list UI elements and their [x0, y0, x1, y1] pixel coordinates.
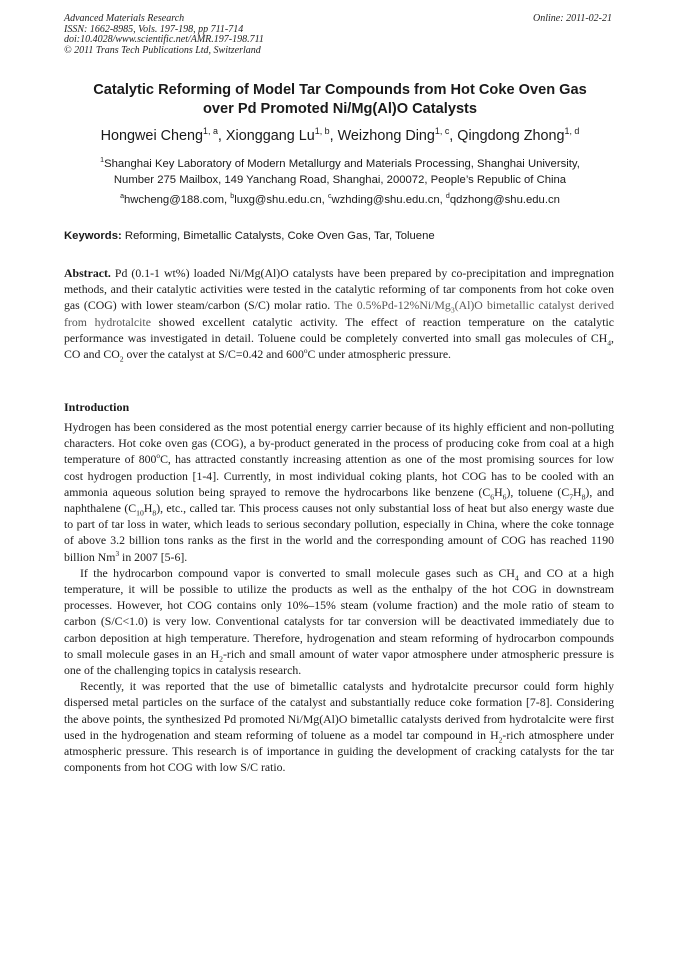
paragraph-text: ), etc., called tar. This process causes not only substantial loss of heat but also energy waste due to part of tar loss in water, which leads to serious secondary pollution, especially in China, where the coke tonnage of above 3.2 billion tons ranks as the first in the world and the corresponding amount of COG has reached 1190 billion Nm: [64, 501, 614, 564]
email-mark: c: [327, 193, 332, 201]
keywords: [64, 228, 614, 244]
abstract-text: The effect of reaction temperature on the catalytic performance was investigated in detail. Toluene could be completely converted into small gas molecules of CH: [64, 314, 614, 345]
author-name: Xionggang Lu: [225, 128, 315, 144]
issn-line: ISSN: 1662-8985, Vols. 197-198, pp 711-714: [64, 23, 244, 35]
paragraph-text: Hydrogen has been considered as the most potential energy carrier because of its highly efficient and non-polluting characters. Hot coke oven gas (COG), a by-product generated in the process of producing coke from coal at a high temperature of 800: [64, 420, 614, 467]
subscript: 8: [152, 508, 157, 518]
abstract-text: , CO and CO: [64, 330, 614, 362]
author-mark: 1, a: [203, 126, 218, 137]
paragraph-text: C, has attracted constantly increasing attention as one of the most promising sources for low cost hydrogen production [1-4]. Currently, in most individual coking plants, hot COG has to be cooled with an ammonia aqueous solution being sprayed to remove the hydrocarbons like benzene (C: [64, 452, 614, 499]
author-mark: 1, c: [434, 126, 450, 137]
author-name: Qingdong Zhong: [457, 128, 565, 144]
paragraph-text: -rich atmosphere under atmospheric pressure. This research is of importance in guiding the development of cracking catalysts for the tar components from hot COG with low S/C ratio.: [64, 727, 614, 775]
online-date: Online: 2011-02-21: [533, 13, 612, 24]
subscript: 4: [514, 573, 519, 583]
affiliation-mark: 1: [100, 157, 105, 165]
abstract-text: (Al)O bimetallic catalyst derived from hydrotalcite: [64, 298, 614, 329]
journal-name: Advanced Materials Research: [64, 13, 185, 24]
paragraph-text: H: [494, 484, 503, 499]
abstract: [64, 265, 614, 362]
affiliation-line-1: Shanghai Key Laboratory of Modern Metallurgy and Materials Processing, Shanghai University,: [104, 158, 580, 170]
email-mark: b: [230, 193, 235, 201]
intro-paragraph-1: [64, 419, 614, 565]
paragraph-text: Recently, it was reported that the use of bimetallic catalysts and hydrotalcite precursor could form highly dispersed metal particles on the surface of the catalyst and substantially reduce coke formation [7-8]. Considering the above points, the synthesized Pd promoted Ni/Mg(Al)O bimetallic catalysts derived from hydrotalcite were first used in the hydrogenation and steam reforming of toluene as a model tar compound in H: [64, 679, 614, 742]
abstract-text: C under atmospheric pressure.: [307, 347, 452, 362]
superscript: 3: [115, 548, 120, 558]
paragraph-text: and CO at a high temperature, it will be possible to utilize the products as well as the enthalpy of the hot COG in downstream processes. However, hot COG contains only 10%–15% steam (volume fraction) and the mole ratio of steam to carbon (S/C<1.0) is very low. Conventional catalysts for tar conversion will be deactivated immediately due to carbon deposition at high temperature. Therefore, hydrogenation and steam reforming of hydrocarbon compounds to small molecule gases in an H: [64, 565, 614, 661]
subscript: 6: [502, 492, 507, 502]
abstract-text: over the catalyst at S/C=0.42 and 600: [126, 347, 304, 362]
superscript: o: [156, 451, 161, 461]
affiliation-line-2: Number 275 Mailbox, 149 Yanchang Road, Shanghai, 200072, People’s Republic of China: [113, 174, 567, 186]
subscript: 10: [136, 508, 144, 518]
intro-paragraph-2: [64, 565, 614, 678]
keywords-text: Reforming, Bimetallic Catalysts, Coke Oven Gas, Tar, Toluene: [124, 230, 435, 242]
author-list: Hongwei Cheng$^{1, a}$, Xionggang Lu$^{1, b}$, Weizhong Ding$^{1, c}$, Qingdong Zhong$^{1, d}$: [100, 126, 580, 144]
paragraph-text: ), toluene (C: [506, 484, 570, 499]
paper-title: [60, 81, 620, 119]
abstract-subscript: 2: [119, 354, 124, 364]
abstract-label: Abstract.: [64, 266, 111, 280]
doi-line: doi:10.4028/www.scientific.net/AMR.197-198.711: [64, 34, 264, 46]
affiliation: [40, 156, 640, 188]
section-heading-introduction: Introduction: [64, 400, 130, 414]
copyright-line: © 2011 Trans Tech Publications Ltd, Switzerland: [64, 44, 261, 56]
abstract-text: showed excellent catalytic activity.: [158, 314, 338, 329]
subscript: 6: [490, 492, 495, 502]
email-address[interactable]: hwcheng@188.com: [123, 194, 225, 206]
intro-paragraph-3: [64, 678, 614, 775]
subscript: 7: [569, 492, 574, 502]
email-address[interactable]: qdzhong@shu.edu.cn: [449, 194, 560, 206]
abstract-subscript: 4: [607, 338, 612, 348]
email-address[interactable]: wzhding@shu.edu.cn: [331, 194, 440, 206]
journal-header: [64, 14, 264, 56]
keywords-label: Keywords:: [64, 230, 122, 242]
abstract-superscript: o: [303, 346, 308, 356]
subscript: 8: [581, 492, 586, 502]
paragraph-text: H: [143, 501, 153, 516]
abstract-text: The 0.5%Pd-12%Ni/Mg: [334, 298, 451, 313]
paragraph-text: -rich and small amount of water vapor atmosphere under atmospheric pressure is one of the challenging topics in catalysis research.: [64, 646, 614, 678]
email-mark: d: [445, 193, 450, 201]
abstract-text: Pd (0.1-1 wt%) loaded Ni/Mg(Al)O catalysts have been prepared by co-precipitation and impregnation methods, and their catalytic activities were tested in the catalytic reforming of tar components from hot coke oven gas (COG) with lower steam/carbon (S/C) molar ratio.: [64, 266, 614, 313]
email-list: $^a$hwcheng@188.com, $^b$luxg@shu.edu.cn, $^c$wzhding@shu.edu.cn, $^d$qdzhong@shu.edu.cn: [120, 193, 560, 206]
title-line-1: Catalytic Reforming of Model Tar Compounds from Hot Coke Oven Gas: [93, 82, 587, 98]
email-mark: a: [120, 193, 124, 201]
email-address[interactable]: luxg@shu.edu.cn: [234, 194, 322, 206]
paragraph-text: in 2007 [5-6].: [119, 549, 188, 564]
title-line-2: over Pd Promoted Ni/Mg(Al)O Catalysts: [202, 101, 478, 117]
author-name: Weizhong Ding: [337, 128, 435, 144]
introduction-body: [64, 419, 614, 775]
subscript: 2: [219, 654, 223, 664]
subscript: 2: [498, 735, 503, 745]
paragraph-text: H: [573, 484, 582, 499]
author-name: Hongwei Cheng: [100, 128, 204, 144]
paragraph-text: If the hydrocarbon compound vapor is converted to small molecule gases such as CH: [80, 565, 515, 580]
abstract-subscript: 3: [450, 305, 455, 315]
author-mark: 1, b: [314, 126, 330, 137]
paragraph-text: ), and naphthalene (C: [64, 484, 614, 516]
author-mark: 1, d: [564, 126, 580, 137]
